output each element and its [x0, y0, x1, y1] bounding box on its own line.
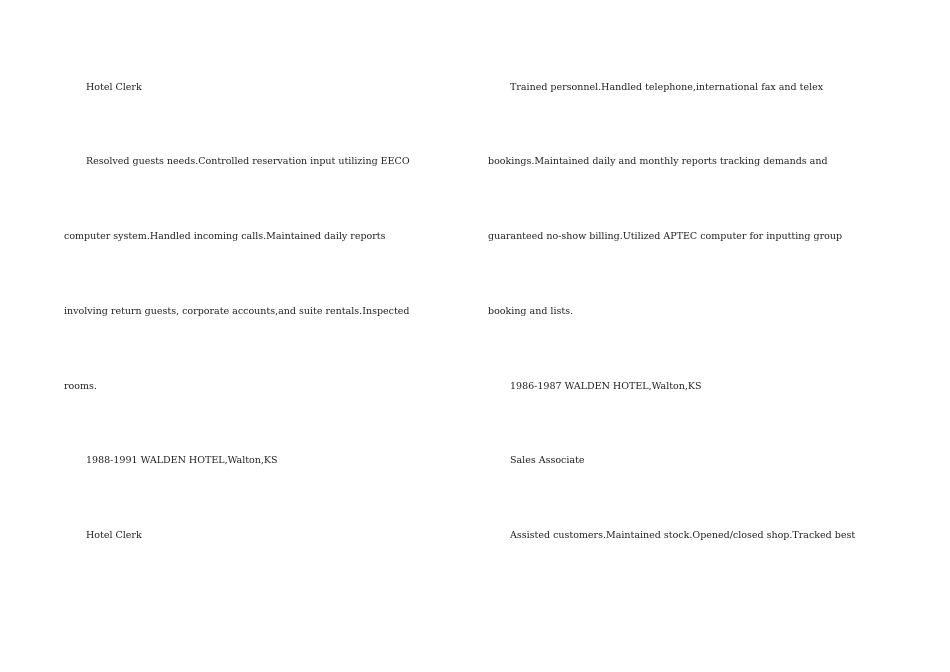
job-description-line: involving return guests, corporate accounts,and suite rentals.Inspected [64, 306, 410, 317]
job-description-line: booking and lists. [488, 306, 574, 317]
job-title: Sales Associate [510, 455, 585, 466]
job-description-line: Trained personnel.Handled telephone,international fax and telex [510, 82, 824, 93]
job-description-line: Resolved guests needs.Controlled reservation input utilizing EECO [86, 156, 410, 167]
employment-dates-employer: 1986-1987 WALDEN HOTEL,Walton,KS [510, 381, 702, 392]
job-description-line: Assisted customers.Maintained stock.Opened/closed shop.Tracked best [510, 530, 856, 541]
job-description-line: rooms. [64, 381, 97, 392]
job-description-line: guaranteed no-show billing.Utilized APTEC computer for inputting group [488, 231, 843, 242]
job-description-line: bookings.Maintained daily and monthly reports tracking demands and [488, 156, 828, 167]
employment-dates-employer: 1988-1991 WALDEN HOTEL,Walton,KS [86, 455, 278, 466]
job-title: Hotel Clerk [86, 530, 142, 541]
job-title: Hotel Clerk [86, 82, 142, 93]
job-description-line: computer system.Handled incoming calls.Maintained daily reports [64, 231, 386, 242]
